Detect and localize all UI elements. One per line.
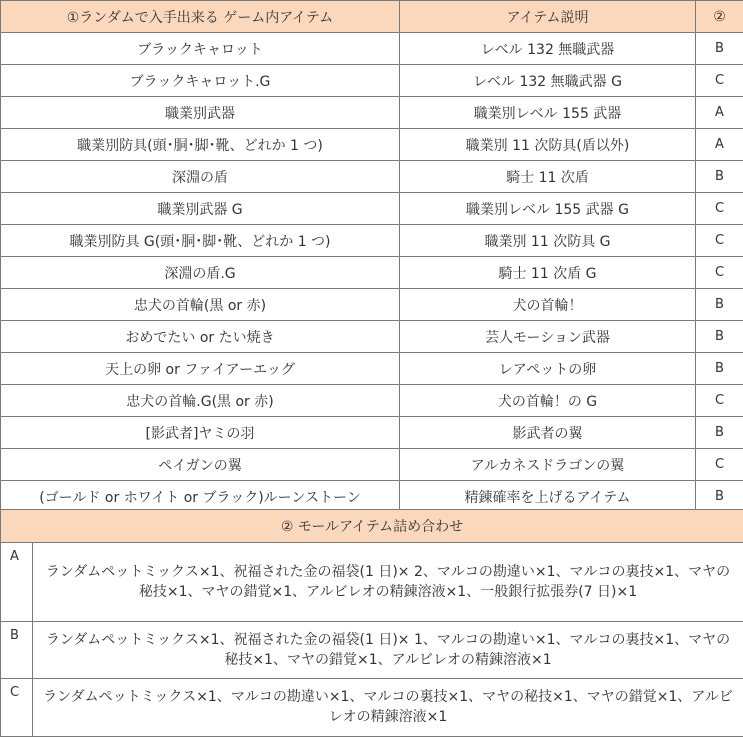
table-row bbox=[1, 161, 743, 193]
set-key: A bbox=[1, 543, 33, 622]
item-description: 犬の首輪！ bbox=[400, 289, 696, 321]
item-name: 深淵の盾 bbox=[1, 161, 400, 193]
item-name: 天上の卵 or ファイアーエッグ bbox=[1, 353, 400, 385]
table-row bbox=[1, 33, 743, 65]
table-header-row bbox=[1, 1, 743, 33]
item-grade: B bbox=[696, 321, 743, 353]
mall-set-header: ② モールアイテム詰め合わせ bbox=[1, 510, 743, 543]
item-grade: B bbox=[696, 481, 743, 513]
mall-set-row bbox=[1, 679, 743, 737]
header-item: ①ランダムで入手出来る ゲーム内アイテム bbox=[1, 1, 400, 33]
item-name: [影武者]ヤミの羽 bbox=[1, 417, 400, 449]
item-name: ペイガンの翼 bbox=[1, 449, 400, 481]
item-name: ブラックキャロット.G bbox=[1, 65, 400, 97]
item-grade: B bbox=[696, 33, 743, 65]
table-row bbox=[1, 321, 743, 353]
table-row bbox=[1, 385, 743, 417]
table-row bbox=[1, 65, 743, 97]
item-name: 忠犬の首輪.G(黒 or 赤) bbox=[1, 385, 400, 417]
item-name: ブラックキャロット bbox=[1, 33, 400, 65]
item-description: 騎士 11 次盾 bbox=[400, 161, 696, 193]
item-name: 忠犬の首輪(黒 or 赤) bbox=[1, 289, 400, 321]
item-grade: B bbox=[696, 417, 743, 449]
item-description: 職業別レベル 155 武器 G bbox=[400, 193, 696, 225]
table-row bbox=[1, 193, 743, 225]
item-name: 職業別防具 G(頭･胴･脚･靴、どれか 1 つ) bbox=[1, 225, 400, 257]
item-description: 芸人モーション武器 bbox=[400, 321, 696, 353]
item-grade: C bbox=[696, 65, 743, 97]
table-row bbox=[1, 481, 743, 513]
mall-set-table bbox=[0, 509, 743, 737]
item-description: アルカネスドラゴンの翼 bbox=[400, 449, 696, 481]
item-name: おめでたい or たい焼き bbox=[1, 321, 400, 353]
set-key: B bbox=[1, 622, 33, 679]
mall-set-header-row bbox=[1, 510, 743, 543]
item-description: 影武者の翼 bbox=[400, 417, 696, 449]
header-description: アイテム説明 bbox=[400, 1, 696, 33]
item-grade: C bbox=[696, 449, 743, 481]
item-grade: B bbox=[696, 353, 743, 385]
table-row bbox=[1, 257, 743, 289]
item-description: 職業別レベル 155 武器 bbox=[400, 97, 696, 129]
item-grade: C bbox=[696, 257, 743, 289]
item-grade: B bbox=[696, 289, 743, 321]
item-description: 職業別 11 次防具(盾以外) bbox=[400, 129, 696, 161]
item-grade: A bbox=[696, 129, 743, 161]
set-contents: ランダムペットミックス×1、マルコの勘違い×1、マルコの裏技×1、マヤの秘技×1、マヤの錯覚×1、アルビレオの精錬溶液×1 bbox=[33, 679, 743, 737]
header-grade: ② bbox=[696, 1, 743, 33]
table-row bbox=[1, 417, 743, 449]
item-description: 犬の首輪！の G bbox=[400, 385, 696, 417]
table-row bbox=[1, 97, 743, 129]
table-row bbox=[1, 289, 743, 321]
item-name: 職業別武器 bbox=[1, 97, 400, 129]
mall-set-row bbox=[1, 622, 743, 679]
set-key: C bbox=[1, 679, 33, 737]
item-grade: C bbox=[696, 385, 743, 417]
item-description: レベル 132 無職武器 bbox=[400, 33, 696, 65]
item-grade: C bbox=[696, 193, 743, 225]
table-row bbox=[1, 449, 743, 481]
table-row bbox=[1, 225, 743, 257]
item-name: 職業別防具(頭･胴･脚･靴、どれか 1 つ) bbox=[1, 129, 400, 161]
item-description: 騎士 11 次盾 G bbox=[400, 257, 696, 289]
mall-set-row bbox=[1, 543, 743, 622]
table-row bbox=[1, 129, 743, 161]
item-grade: B bbox=[696, 161, 743, 193]
table-row bbox=[1, 353, 743, 385]
set-contents: ランダムペットミックス×1、祝福された金の福袋(1 日)× 2、マルコの勘違い×1、マルコの裏技×1、マヤの秘技×1、マヤの錯覚×1、アルビレオの精錬溶液×1、一般銀行拡張券(7 日)×1 bbox=[33, 543, 743, 622]
item-description: レベル 132 無職武器 G bbox=[400, 65, 696, 97]
item-name: 深淵の盾.G bbox=[1, 257, 400, 289]
item-description: レアペットの卵 bbox=[400, 353, 696, 385]
item-description: 精錬確率を上げるアイテム bbox=[400, 481, 696, 513]
item-grade: A bbox=[696, 97, 743, 129]
item-name: (ゴールド or ホワイト or ブラック)ルーンストーン bbox=[1, 481, 400, 513]
item-grade: C bbox=[696, 225, 743, 257]
set-contents: ランダムペットミックス×1、祝福された金の福袋(1 日)× 1、マルコの勘違い×1、マルコの裏技×1、マヤの秘技×1、マヤの錯覚×1、アルビレオの精錬溶液×1 bbox=[33, 622, 743, 679]
item-name: 職業別武器 G bbox=[1, 193, 400, 225]
item-description: 職業別 11 次防具 G bbox=[400, 225, 696, 257]
